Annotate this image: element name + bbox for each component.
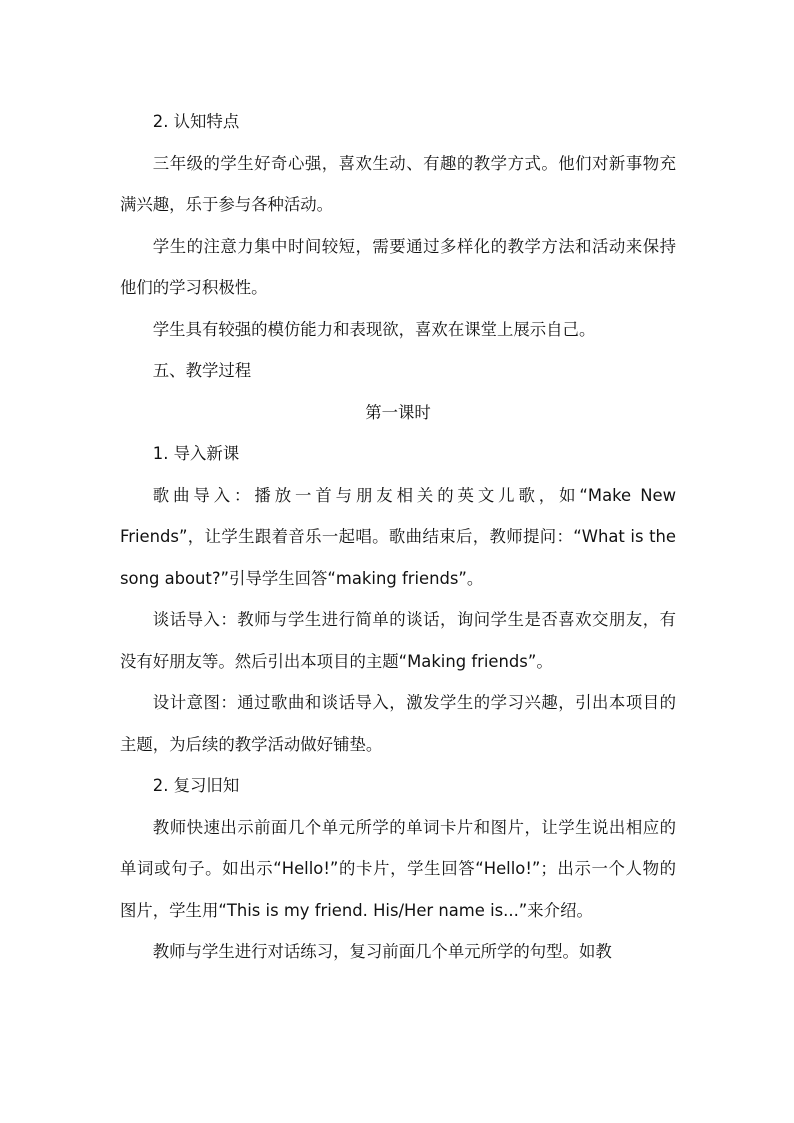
paragraph-curiosity: 三年级的学生好奇心强，喜欢生动、有趣的教学方式。他们对新事物充满兴趣，乐于参与各种活动。 xyxy=(120,153,676,214)
section-heading-cognitive-traits: 2. 认知特点 xyxy=(152,112,240,131)
paragraph-imitation: 学生具有较强的模仿能力和表现欲，喜欢在课堂上展示自己。 xyxy=(152,319,596,339)
paragraph-dialogue-practice: 教师与学生进行对话练习，复习前面几个单元所学的句型。如教 xyxy=(152,942,612,961)
document-body xyxy=(120,101,676,973)
paragraph-review-cards: 教师快速出示前面几个单元所学的单词卡片和图片，让学生说出相应的单词或句子。如出示“Hello!”的卡片，学生回答“Hello!”；出示一个人物的图片，学生用“This is my friend. His/Her name is...”来介绍。 xyxy=(120,817,676,920)
paragraph-song-lead-in: 歌曲导入：播放一首与朋友相关的英文儿歌，如“Make New Friends”，让学生跟着音乐一起唱。歌曲结束后，教师提问：“What is the song about?”引导学生回答“making friends”。 xyxy=(120,485,676,588)
lesson-title-first-period: 第一课时 xyxy=(365,402,431,422)
paragraph-design-intent: 设计意图：通过歌曲和谈话导入，激发学生的学习兴趣，引出本项目的主题，为后续的教学活动做好铺垫。 xyxy=(120,693,676,754)
paragraph-attention-span: 学生的注意力集中时间较短，需要通过多样化的教学方法和活动来保持他们的学习积极性。 xyxy=(120,236,676,297)
section-heading-teaching-process: 五、教学过程 xyxy=(152,361,252,380)
paragraph-talk-lead-in: 谈话导入：教师与学生进行简单的谈话，询问学生是否喜欢交朋友，有没有好朋友等。然后引出本项目的主题“Making friends”。 xyxy=(120,610,676,671)
section-heading-review: 2. 复习旧知 xyxy=(152,776,240,795)
section-heading-lead-in: 1. 导入新课 xyxy=(152,444,240,463)
